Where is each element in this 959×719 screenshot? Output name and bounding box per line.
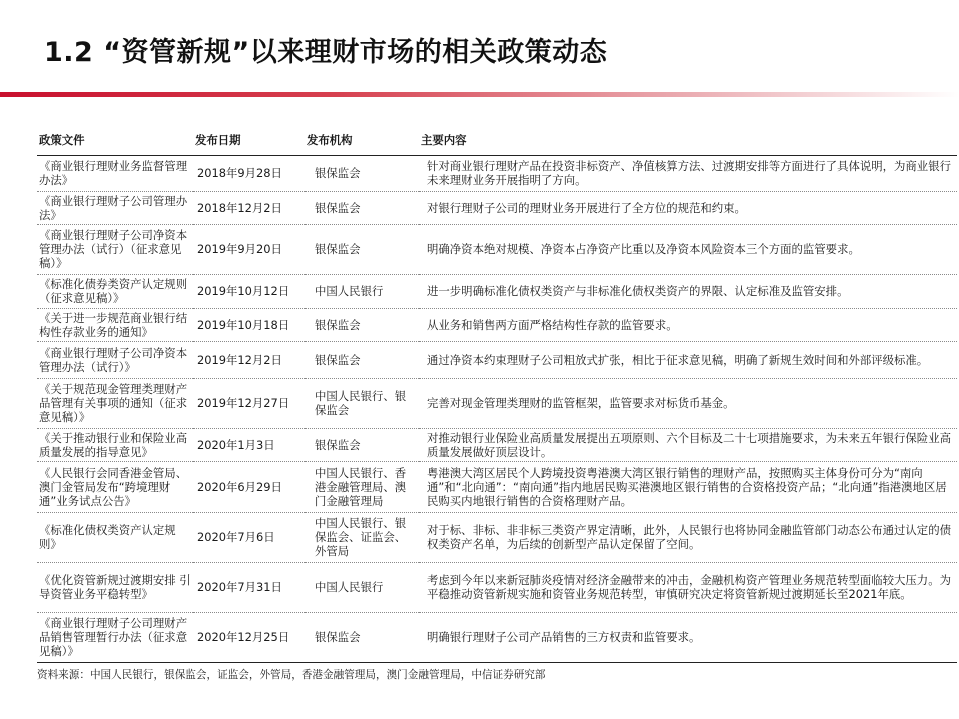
cell-date: 2020年7月31日 bbox=[193, 562, 305, 612]
cell-agency: 银保监会 bbox=[305, 428, 419, 461]
cell-content: 粤港澳大湾区居民个人跨境投资粤港澳大湾区银行销售的理财产品，按照购买主体身份可分为“南向通”和“北向通”：“南向通”指内地居民购买港澳地区银行销售的合资格投资产品；“北向通”指港澳地区居民购买内地银行销售的合资格理财产品。 bbox=[419, 461, 957, 512]
cell-agency: 中国人民银行、香港金融管理局、澳门金融管理局 bbox=[305, 461, 419, 512]
cell-content: 考虑到今年以来新冠肺炎疫情对经济金融带来的冲击，金融机构资产管理业务规范转型面临较大压力。为平稳推动资管新规实施和资管业务规范转型，审慎研究决定将资管新规过渡期延长至2021年底。 bbox=[419, 562, 957, 612]
cell-agency: 银保监会 bbox=[305, 224, 419, 274]
table-row bbox=[37, 378, 957, 428]
cell-document: 《优化资管新规过渡期安排 引导资管业务平稳转型》 bbox=[37, 562, 193, 612]
cell-agency: 中国人民银行 bbox=[305, 562, 419, 612]
cell-document: 《商业银行理财子公司净资本管理办法（试行）（征求意见稿）》 bbox=[37, 224, 193, 274]
cell-content: 明确银行理财子公司产品销售的三方权责和监管要求。 bbox=[419, 612, 957, 662]
table-row bbox=[37, 155, 957, 191]
cell-date: 2020年12月25日 bbox=[193, 612, 305, 662]
cell-date: 2019年10月12日 bbox=[193, 274, 305, 308]
cell-content: 对银行理财子公司的理财业务开展进行了全方位的规范和约束。 bbox=[419, 191, 957, 224]
cell-agency: 银保监会 bbox=[305, 191, 419, 224]
cell-date: 2020年7月6日 bbox=[193, 512, 305, 562]
cell-agency: 银保监会 bbox=[305, 155, 419, 191]
header-document: 政策文件 bbox=[37, 127, 193, 155]
cell-agency: 中国人民银行、银保监会 bbox=[305, 378, 419, 428]
cell-document: 《商业银行理财子公司理财产品销售管理暂行办法（征求意见稿）》 bbox=[37, 612, 193, 662]
cell-date: 2019年9月20日 bbox=[193, 224, 305, 274]
table-row bbox=[37, 428, 957, 461]
cell-document: 《商业银行理财子公司管理办法》 bbox=[37, 191, 193, 224]
cell-date: 2018年12月2日 bbox=[193, 191, 305, 224]
table-row bbox=[37, 308, 957, 341]
cell-content: 对于标、非标、非非标三类资产界定清晰，此外，人民银行也将协同金融监管部门动态公布通过认定的债权类资产名单，为后续的创新型产品认定保留了空间。 bbox=[419, 512, 957, 562]
cell-date: 2020年1月3日 bbox=[193, 428, 305, 461]
cell-date: 2020年6月29日 bbox=[193, 461, 305, 512]
source-note: 资料来源：中国人民银行，银保监会，证监会，外管局，香港金融管理局，澳门金融管理局，中信证券研究部 bbox=[37, 669, 546, 681]
table-row bbox=[37, 612, 957, 662]
cell-date: 2019年12月2日 bbox=[193, 341, 305, 378]
table-row bbox=[37, 512, 957, 562]
cell-document: 《商业银行理财子公司净资本管理办法（试行）》 bbox=[37, 341, 193, 378]
cell-content: 通过净资本约束理财子公司粗放式扩张，相比于征求意见稿，明确了新规生效时间和外部评级标准。 bbox=[419, 341, 957, 378]
table-row bbox=[37, 224, 957, 274]
cell-content: 针对商业银行理财产品在投资非标资产、净值核算方法、过渡期安排等方面进行了具体说明，为商业银行未来理财业务开展指明了方向。 bbox=[419, 155, 957, 191]
title-divider bbox=[0, 92, 959, 97]
header-date: 发布日期 bbox=[193, 127, 305, 155]
cell-content: 明确净资本绝对规模、净资本占净资产比重以及净资本风险资本三个方面的监管要求。 bbox=[419, 224, 957, 274]
header-agency: 发布机构 bbox=[305, 127, 419, 155]
cell-document: 《商业银行理财业务监督管理办法》 bbox=[37, 155, 193, 191]
cell-document: 《人民银行会同香港金管局、澳门金管局发布“跨境理财通”业务试点公告》 bbox=[37, 461, 193, 512]
cell-document: 《标准化债权类资产认定规则》 bbox=[37, 512, 193, 562]
cell-content: 进一步明确标准化债权类资产与非标准化债权类资产的界限、认定标准及监管安排。 bbox=[419, 274, 957, 308]
table-row bbox=[37, 562, 957, 612]
cell-agency: 银保监会 bbox=[305, 341, 419, 378]
cell-date: 2019年12月27日 bbox=[193, 378, 305, 428]
cell-content: 对推动银行业保险业高质量发展提出五项原则、六个目标及二十七项措施要求，为未来五年银行保险业高质量发展做好顶层设计。 bbox=[419, 428, 957, 461]
table-row bbox=[37, 341, 957, 378]
cell-agency: 中国人民银行 bbox=[305, 274, 419, 308]
cell-agency: 银保监会 bbox=[305, 308, 419, 341]
cell-date: 2018年9月28日 bbox=[193, 155, 305, 191]
table-header-row bbox=[37, 127, 957, 155]
cell-document: 《关于规范现金管理类理财产品管理有关事项的通知（征求意见稿）》 bbox=[37, 378, 193, 428]
cell-document: 《关于推动银行业和保险业高质量发展的指导意见》 bbox=[37, 428, 193, 461]
cell-agency: 银保监会 bbox=[305, 612, 419, 662]
cell-document: 《标准化债券类资产认定规则（征求意见稿）》 bbox=[37, 274, 193, 308]
table-row bbox=[37, 461, 957, 512]
table-row bbox=[37, 191, 957, 224]
cell-content: 完善对现金管理类理财的监管框架，监管要求对标货币基金。 bbox=[419, 378, 957, 428]
policy-table bbox=[37, 127, 957, 663]
header-content: 主要内容 bbox=[419, 127, 957, 155]
cell-document: 《关于进一步规范商业银行结构性存款业务的通知》 bbox=[37, 308, 193, 341]
cell-date: 2019年10月18日 bbox=[193, 308, 305, 341]
page-title: 1.2 “资管新规”以来理财市场的相关政策动态 bbox=[44, 37, 608, 68]
table-row bbox=[37, 274, 957, 308]
cell-agency: 中国人民银行、银保监会、证监会、外管局 bbox=[305, 512, 419, 562]
cell-content: 从业务和销售两方面严格结构性存款的监管要求。 bbox=[419, 308, 957, 341]
